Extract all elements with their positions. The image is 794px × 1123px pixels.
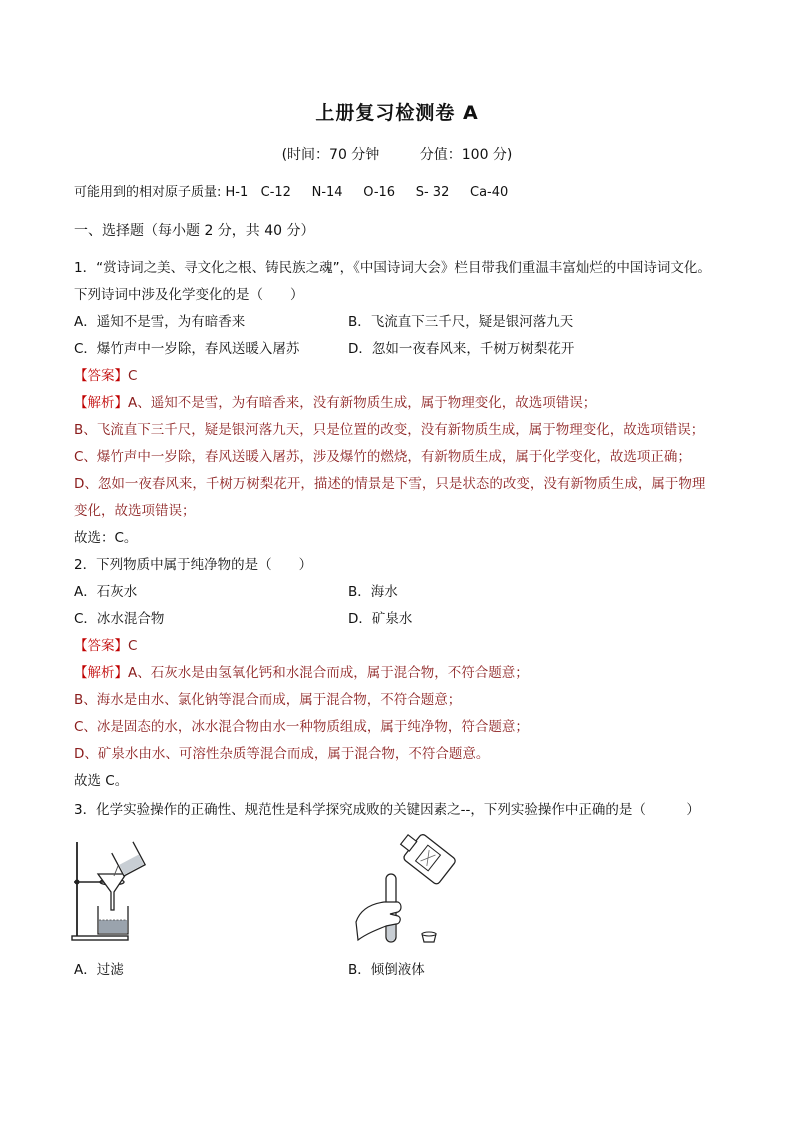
filtration-apparatus-icon xyxy=(68,836,158,944)
atomic-mass-line: 可能用到的相对原子质量: H-1 C-12 N-14 O-16 S- 32 Ca-40 xyxy=(74,185,509,200)
q2-answer xyxy=(74,636,137,656)
answer-tag: 【答案】 xyxy=(74,638,128,654)
pouring-liquid-illustration xyxy=(350,830,470,952)
analysis-text: A、石灰水是由氢氧化钙和水混合而成，属于混合物，不符合题意； xyxy=(128,665,529,681)
analysis-text: A、遥知不是雪，为有暗香来，没有新物质生成，属于物理变化，故选项错误； xyxy=(128,395,597,411)
q1-answer xyxy=(74,366,137,386)
analysis-tag: 【解析】 xyxy=(74,395,128,411)
exam-info xyxy=(0,144,794,164)
q1-option-d: D．忽如一夜春风来，千树万树梨花开 xyxy=(348,341,575,357)
answer-tag: 【答案】 xyxy=(74,368,128,384)
q1-option-c: C．爆竹声中一岁除，春风送暖入屠苏 xyxy=(74,341,300,357)
q1-analysis-d: D、忽如一夜春风来，千树万树梨花开，描述的情景是下雪，只是状态的改变，没有新物质生成，属于物理 xyxy=(74,476,706,492)
q2-analysis-c: C、冰是固态的水，冰水混合物由水一种物质组成，属于纯净物，符合题意； xyxy=(74,719,529,735)
q2-option-b: B．海水 xyxy=(348,584,398,600)
q1-analysis-d-cont: 变化，故选项错误； xyxy=(74,503,196,519)
q1-stem-line1: 1．“赏诗词之美、寻文化之根、铸民族之魂”，《中国诗词大会》栏目带我们重温丰富灿烂的中国诗词文化。 xyxy=(74,260,711,276)
q2-stem: 2．下列物质中属于纯净物的是（ ） xyxy=(74,557,313,573)
q2-conclusion: 故选 C。 xyxy=(74,773,129,789)
q3-stem: 3．化学实验操作的正确性、规范性是科学探究成败的关键因素之--，下列实验操作中正确的是（ ） xyxy=(74,802,700,818)
q1-analysis-c: C、爆竹声中一岁除，春风送暖入屠苏，涉及爆竹的燃烧，有新物质生成，属于化学变化，故选项正确； xyxy=(74,449,691,465)
section-heading: 一、选择题（每小题 2 分，共 40 分） xyxy=(74,223,315,239)
q1-option-a: A．遥知不是雪，为有暗香来 xyxy=(74,314,246,330)
filtration-illustration xyxy=(68,836,158,944)
q2-analysis-b: B、海水是由水、氯化钠等混合而成，属于混合物，不符合题意； xyxy=(74,692,462,708)
q3-option-a: A．过滤 xyxy=(74,962,124,978)
answer-value: C xyxy=(128,368,138,384)
page-title: 上册复习检测卷 A xyxy=(315,102,479,124)
q3-option-b: B．倾倒液体 xyxy=(348,962,425,978)
q1-stem-line2: 下列诗词中涉及化学变化的是（ ） xyxy=(74,287,304,303)
q2-analysis-a xyxy=(74,663,529,683)
q2-analysis-d: D、矿泉水由水、可溶性杂质等混合而成，属于混合物，不符合题意。 xyxy=(74,746,490,762)
q2-option-d: D．矿泉水 xyxy=(348,611,413,627)
q1-conclusion: 故选：C。 xyxy=(74,530,138,546)
q1-analysis-a xyxy=(74,393,596,413)
exam-time: (时间：70 分钟 xyxy=(281,147,380,163)
exam-score: 分值：100 分) xyxy=(419,147,513,163)
q2-option-a: A．石灰水 xyxy=(74,584,138,600)
q1-analysis-b: B、飞流直下三千尺，疑是银河落九天，只是位置的改变，没有新物质生成，属于物理变化，故选项错误； xyxy=(74,422,705,438)
q2-option-c: C．冰水混合物 xyxy=(74,611,165,627)
answer-value: C xyxy=(128,638,138,654)
q1-option-b: B．飞流直下三千尺，疑是银河落九天 xyxy=(348,314,574,330)
pouring-liquid-icon xyxy=(350,830,470,952)
analysis-tag: 【解析】 xyxy=(74,665,128,681)
